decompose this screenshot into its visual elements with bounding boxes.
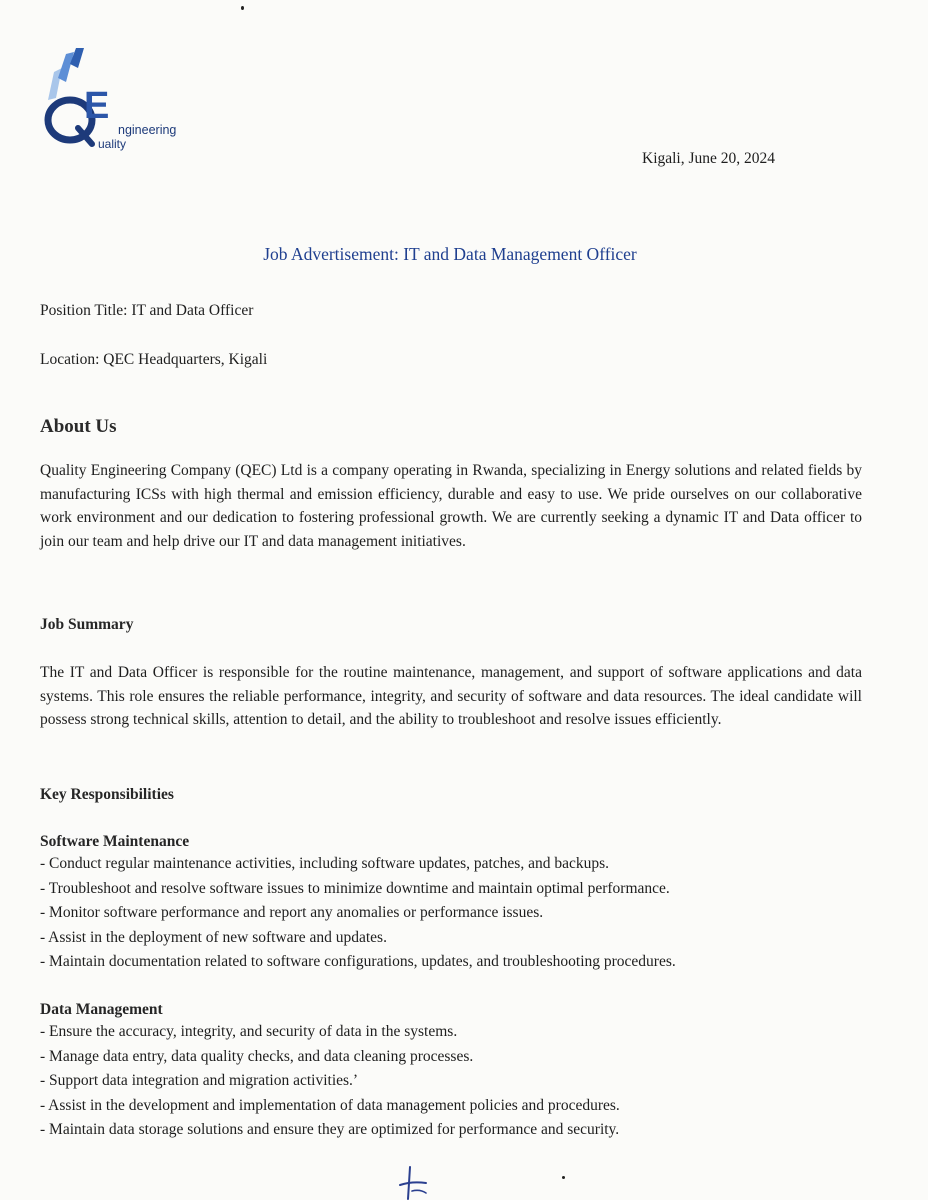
job-summary-text: The IT and Data Officer is responsible for the routine maintenance, management, and support of software applications and data systems. This role ensures the reliable performance, integrity, and security of software and data resources. The ideal candidate will possess strong technical skills, attention to detail, and the ability to troubleshoot and resolve issues efficiently.	[40, 664, 862, 728]
document-date: Kigali, June 20, 2024	[642, 150, 776, 167]
document-title: Job Advertisement: IT and Data Management Officer	[263, 244, 637, 264]
list-item: - Conduct regular maintenance activities, including software updates, patches, and backups.	[40, 855, 610, 872]
about-us-heading: About Us	[40, 416, 117, 437]
logo-engineering-text: ngineering	[118, 123, 177, 137]
list-item: - Assist in the development and implementation of data management policies and procedures.	[40, 1096, 620, 1114]
list-item: - Troubleshoot and resolve software issues to minimize downtime and maintain optimal performance.	[40, 879, 670, 897]
software-maintenance-list	[40, 852, 676, 975]
location: Location: QEC Headquarters, Kigali	[40, 351, 268, 368]
scan-speck	[241, 6, 244, 10]
data-management-heading: Data Management	[40, 1001, 163, 1018]
about-us-text: Quality Engineering Company (QEC) Ltd is a company operating in Rwanda, specializing in Energy solutions and related fields by manufacturing ICSs with high thermal and emission efficiency, durable and easy to use. We pride ourselves on our collaborative work environment and our dedication to fostering professional growth. We are currently seeking a dynamic IT and Data officer to join our team and help drive our IT and data management initiatives.	[40, 462, 862, 550]
data-management-list	[40, 1020, 620, 1143]
list-item: - Monitor software performance and report any anomalies or performance issues.	[40, 904, 544, 921]
logo-bar-mid	[58, 52, 74, 82]
key-responsibilities-heading: Key Responsibilities	[40, 786, 174, 803]
scan-speck	[562, 1176, 565, 1179]
list-item: - Maintain data storage solutions and ensure they are optimized for performance and security.	[40, 1121, 620, 1138]
list-item: - Maintain documentation related to software configurations, updates, and troubleshooting procedures.	[40, 953, 676, 970]
list-item: - Manage data entry, data quality checks, and data cleaning processes.	[40, 1047, 474, 1065]
handwritten-initial-mark	[396, 1165, 436, 1200]
position-title: Position Title: IT and Data Officer	[40, 302, 254, 319]
logo-e-letter: E	[84, 85, 110, 127]
logo-quality-text: uality	[98, 137, 127, 151]
company-logo	[40, 48, 177, 158]
list-item: - Support data integration and migration activities.’	[40, 1072, 359, 1089]
list-item: - Ensure the accuracy, integrity, and security of data in the systems.	[40, 1023, 458, 1040]
software-maintenance-heading: Software Maintenance	[40, 833, 190, 850]
list-item: - Assist in the deployment of new software and updates.	[40, 928, 387, 946]
job-summary-heading: Job Summary	[40, 616, 134, 633]
